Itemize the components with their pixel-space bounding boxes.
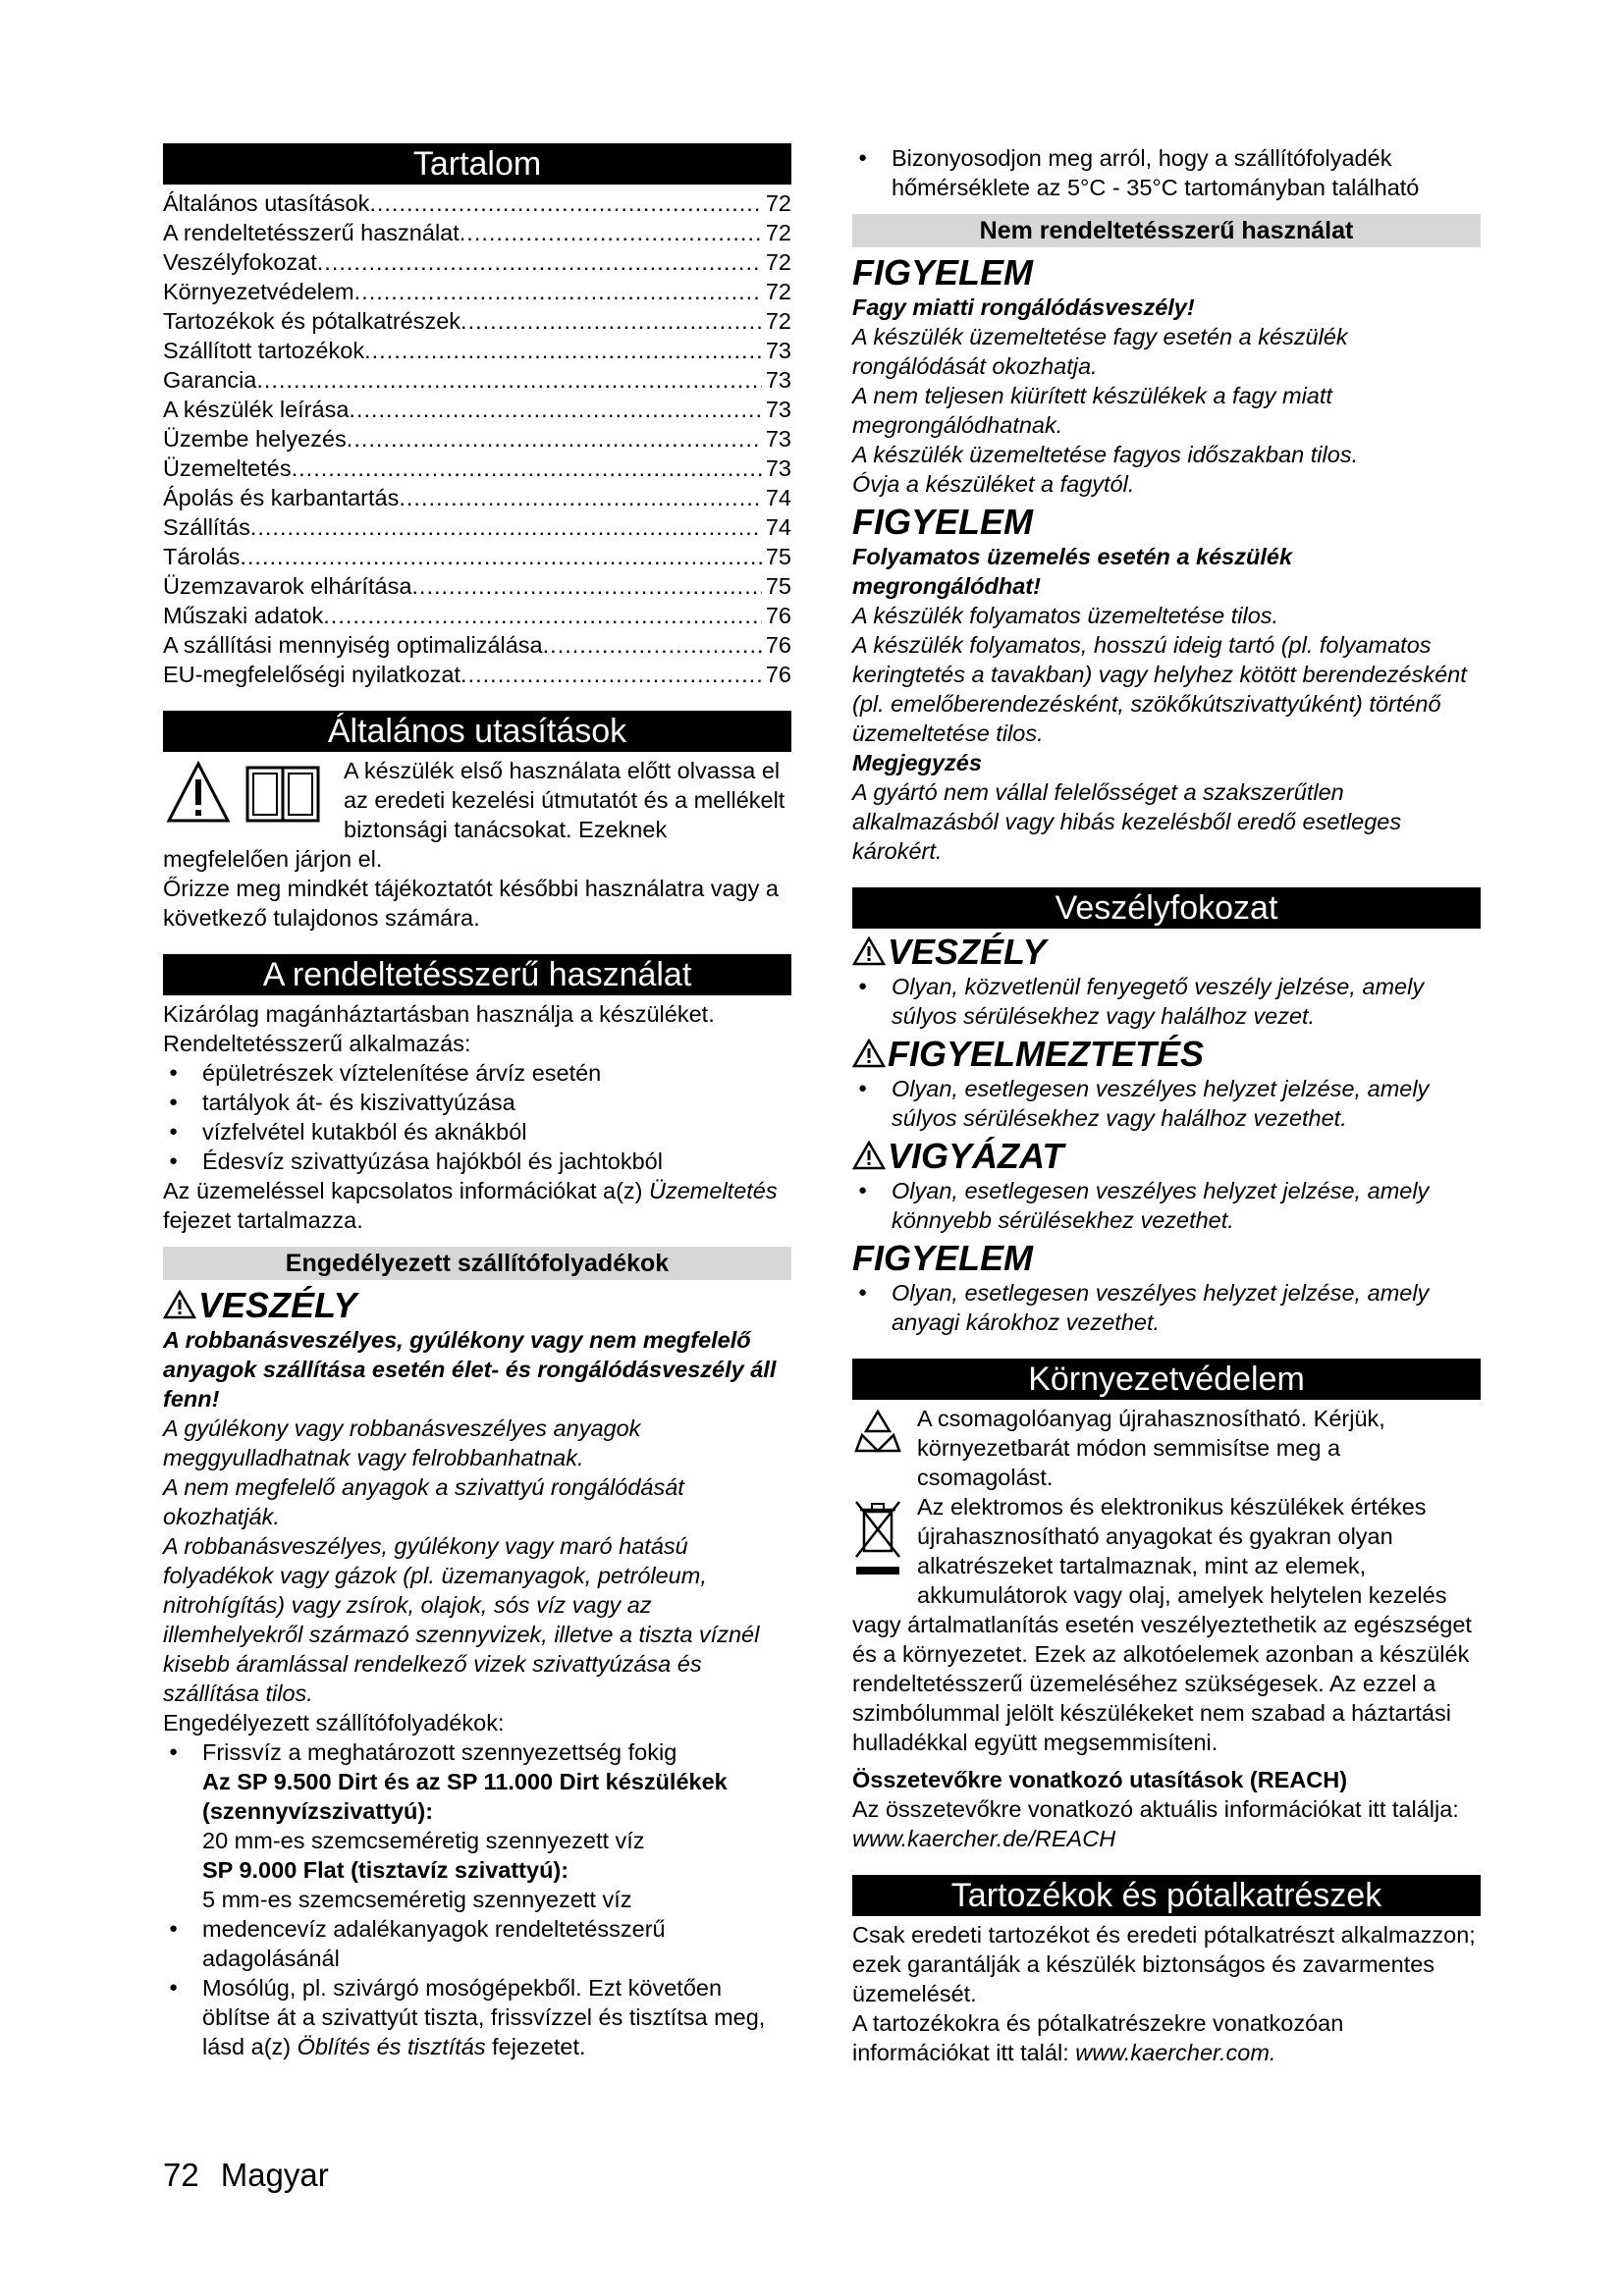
frost-text-2: A nem teljesen kiürített készülékek a fagy miatt megrongálódhatnak. [852,383,1332,438]
toc-list [163,188,791,689]
intended-bullets [163,1058,791,1176]
accessories-section [852,1875,1481,2067]
general-icons [163,758,330,833]
chapter-reference: Öblítés és tisztítás [297,2034,486,2059]
right-column [852,143,1481,2067]
fluids-danger-bold: A robbanásveszélyes, gyúlékony vagy nem megfelelő anyagok szállítása esetén élet- és rongálódásveszély áll fenn! [163,1327,777,1412]
fluids-heading: Engedélyezett szállítófolyadékok [163,1247,791,1280]
notice-signal: FIGYELEM [852,502,1034,542]
toc-entry[interactable]: Tartozékok és pótalkatrészek ..... 72 [163,306,791,336]
hazard-list-4 [852,1278,1481,1337]
intended-text-2: Rendeltetésszerű alkalmazás: [163,1031,471,1056]
list-item: ● Olyan, közvetlenül fenyegető veszély jelzése, amely súlyos sérülésekhez vagy halálhoz vezet. [852,972,1481,1031]
page-number: 72 [163,2157,199,2193]
fluids-bullets-continued [852,143,1481,202]
accessories-text-2: A tartozékokra és pótalkatrészekre vonatkozóan információkat itt talál: www.kaercher.com. [852,2010,1344,2065]
list-item: ● Olyan, esetlegesen veszélyes helyzet jelzése, amely anyagi károkhoz vezethet. [852,1278,1481,1337]
environment-text-2: Az elektromos és elektronikus készülékek értékes újrahasznosítható anyagokat és gyakran olyan alkatrészeket tartalmaznak, mint az elemek, akkumulátorok vagy olaj, amelyek helytelen kezelés vagy ártalmatlanítás esetén veszélyeztethetik az egészséget és a környezetet. Ezek az alkotóelemek azonban a készülék rendeltetésszerű üzemeléséhez szükségesek. Az ezzel a szimbólummal jelölt készülékeket nem szabad a háztartási hulladékkal együtt megsemmisíteni. [852,1494,1472,1755]
toc-entry[interactable]: Szállítás ..... 74 [163,512,791,542]
list-item: ● Édesvíz szivattyúzása hajókból és jachtokból [163,1147,791,1176]
warning-triangle-icon [852,1039,886,1068]
toc-heading: Tartalom [163,143,791,185]
recycle-icon-block [852,1406,903,1464]
warning-triangle-icon [852,936,886,966]
general-text-1: A készülék első használata előtt olvassa el az eredeti kezelési útmutatót és a mellékelt biztonsági tanácsokat. Ezeknek megfelelően járjon el. [163,758,785,872]
caution-signal: VIGYÁZAT [852,1137,1481,1176]
intended-text-1: Kizárólag magánháztartásban használja a készüléket. [163,1001,715,1027]
note-text: A gyártó nem vállal felelősséget a szakszerűtlen alkalmazásból vagy hibás kezelésből eredő esetleges károkért. [852,779,1402,864]
left-column [163,143,791,2061]
page-footer [163,2156,351,2195]
toc-entry[interactable]: Veszélyfokozat ..... 72 [163,247,791,277]
intended-use-section [163,954,791,1235]
frost-warning-bold: Fagy miatti rongálódásveszély! [852,294,1195,320]
frost-text-3: A készülék üzemeltetése fagyos időszakban tilos. [852,442,1359,467]
fluids-text-1: A gyúlékony vagy robbanásveszélyes anyagok meggyulladhatnak vagy felrobbanhatnak. [163,1415,641,1470]
toc-entry[interactable]: Üzembe helyezés ..... 73 [163,424,791,454]
chapter-reference: Üzemeltetés [649,1178,778,1203]
list-item: ● Bizonyosodjon meg arról, hogy a szállítófolyadék hőmérséklete az 5°C - 35°C tartományban található [852,143,1481,202]
improper-use-heading: Nem rendeltetésszerű használat [852,214,1481,247]
warning-triangle-icon [163,1290,196,1319]
environment-section [852,1359,1481,1853]
intended-use-heading: A rendeltetésszerű használat [163,954,791,995]
toc-entry[interactable]: EU-megfelelőségi nyilatkozat ..... 76 [163,660,791,689]
toc-entry[interactable]: A rendeltetésszerű használat ..... 72 [163,218,791,247]
weee-icon-block [852,1498,903,1585]
toc-entry[interactable]: Tárolás ..... 75 [163,542,791,571]
toc-entry[interactable]: Általános utasítások ..... 72 [163,188,791,218]
toc-entry[interactable]: A szállítási mennyiség optimalizálása ..... 76 [163,630,791,660]
fluids-section [163,1247,791,2061]
toc-entry[interactable]: Üzemeltetés ..... 73 [163,454,791,483]
reach-link[interactable]: www.kaercher.de/REACH [852,1826,1116,1851]
toc-entry[interactable]: Szállított tartozékok ..... 73 [163,336,791,365]
toc-entry[interactable]: Környezetvédelem ..... 72 [163,277,791,306]
toc-entry[interactable]: Üzemzavarok elhárítása ..... 75 [163,571,791,601]
general-section [163,711,791,933]
list-item: ● Olyan, esetlegesen veszélyes helyzet jelzése, amely könnyebb sérülésekhez vezethet. [852,1176,1481,1235]
list-item: ● Mosólúg, pl. szivárgó mosógépekből. Ezt követően öblítse át a szivattyút tiszta, frissvízzel és tisztítsa meg, lásd a(z) Öblítés és tisztítás fejezetet. [163,1973,791,2061]
list-item: ● épületrészek víztelenítése árvíz esetén [163,1058,791,1088]
warning-manual-icon [163,758,330,827]
accessories-text-1: Csak eredeti tartozékot és eredeti pótalkatrészt alkalmazzon; ezek garantálják a készülék biztonságos és zavarmentes üzemelését. [852,1922,1476,2006]
warning-triangle-icon [852,1141,886,1170]
list-item: ● tartályok át- és kiszivattyúzása [163,1088,791,1117]
danger-signal: VESZÉLY [852,933,1481,972]
general-text-2: Őrizze meg mindkét tájékoztatót későbbi használatra vagy a következő tulajdonos számára. [163,876,779,931]
toc-entry[interactable]: Garancia ..... 73 [163,365,791,395]
list-item: ● medencevíz adalékanyagok rendeltetésszerű adagolásánál [163,1914,791,1973]
hazard-list-2 [852,1074,1481,1133]
intended-text-3: Az üzemeléssel kapcsolatos információkat a(z) Üzemeltetés fejezet tartalmazza. [163,1178,778,1233]
list-item: ● vízfelvétel kutakból és aknákból [163,1117,791,1147]
continuous-text-2: A készülék folyamatos, hosszú ideig tartó (pl. folyamatos keringtetés a tavakban) vagy helyhez kötött berendezésként (pl. emelőberendezésként, szökőkútszivattyúként) történő üzemeltetése tilos. [852,632,1467,746]
general-heading: Általános utasítások [163,711,791,752]
accessories-heading: Tartozékok és pótalkatrészek [852,1875,1481,1916]
list-item: ● Olyan, esetlegesen veszélyes helyzet jelzése, amely súlyos sérülésekhez vagy halálhoz vezethet. [852,1074,1481,1133]
toc-entry[interactable]: Műszaki adatok ..... 76 [163,601,791,630]
kaercher-link[interactable]: www.kaercher.com. [1075,2040,1276,2065]
notice-signal: FIGYELEM [852,252,1034,293]
frost-text-1: A készülék üzemeltetése fagy esetén a készülék rongálódását okozhatja. [852,324,1348,379]
continuous-warning-bold: Folyamatos üzemelés esetén a készülék megrongálódhat! [852,544,1293,599]
reach-text: Az összetevőkre vonatkozó aktuális információkat itt találja: www.kaercher.de/REACH [852,1796,1459,1851]
hazard-list-3 [852,1176,1481,1235]
toc-entry[interactable]: Ápolás és karbantartás ..... 74 [163,483,791,512]
language-label: Magyar [220,2157,329,2193]
note-title: Megjegyzés [852,750,982,775]
frost-text-4: Óvja a készüléket a fagytól. [852,471,1135,497]
recycle-icon [852,1406,903,1457]
hazard-section [852,887,1481,1337]
fluids-allowed-label: Engedélyezett szállítófolyadékok: [163,1710,505,1735]
fluids-text-3: A robbanásveszélyes, gyúlékony vagy maró hatású folyadékok vagy gázok (pl. üzemanyagok, petróleum, nitrohígítás) vagy zsírok, olajok, sós víz vagy az illemhelyekről származó szennyvizek, illetve a tiszta víznél kisebb áramlással rendelkező vizek szivattyúzása és szállítása tilos. [163,1533,760,1706]
hazard-heading: Veszélyfokozat [852,887,1481,929]
hazard-list-1 [852,972,1481,1031]
continuous-text-1: A készülék folyamatos üzemeltetése tilos. [852,603,1279,628]
environment-text-1: A csomagolóanyag újrahasznosítható. Kérjük, környezetbarát módon semmisítse meg a csomagolást. [917,1406,1385,1490]
toc-entry[interactable]: A készülék leírása ..... 73 [163,395,791,424]
warning-signal: FIGYELMEZTETÉS [852,1035,1481,1074]
list-item: ● Frissvíz a meghatározott szennyezettség fokig Az SP 9.500 Dirt és az SP 11.000 Dirt készülékek (szennyvízszivattyú): 20 mm-es szemcseméretig szennyezett víz SP 9.000 Flat (tisztavíz szivattyú): 5 mm-es szemcseméretig szennyezett víz [163,1737,791,1914]
improper-use-section [852,214,1481,866]
fluids-text-2: A nem megfelelő anyagok a szivattyú rongálódását okozhatják. [163,1474,684,1529]
crossed-bin-icon [852,1498,903,1578]
fluids-bullets [163,1737,791,2061]
notice-signal: FIGYELEM [852,1238,1034,1278]
reach-title: Összetevőkre vonatkozó utasítások (REACH) [852,1767,1348,1792]
danger-signal: VESZÉLY [163,1286,791,1325]
environment-heading: Környezetvédelem [852,1359,1481,1400]
